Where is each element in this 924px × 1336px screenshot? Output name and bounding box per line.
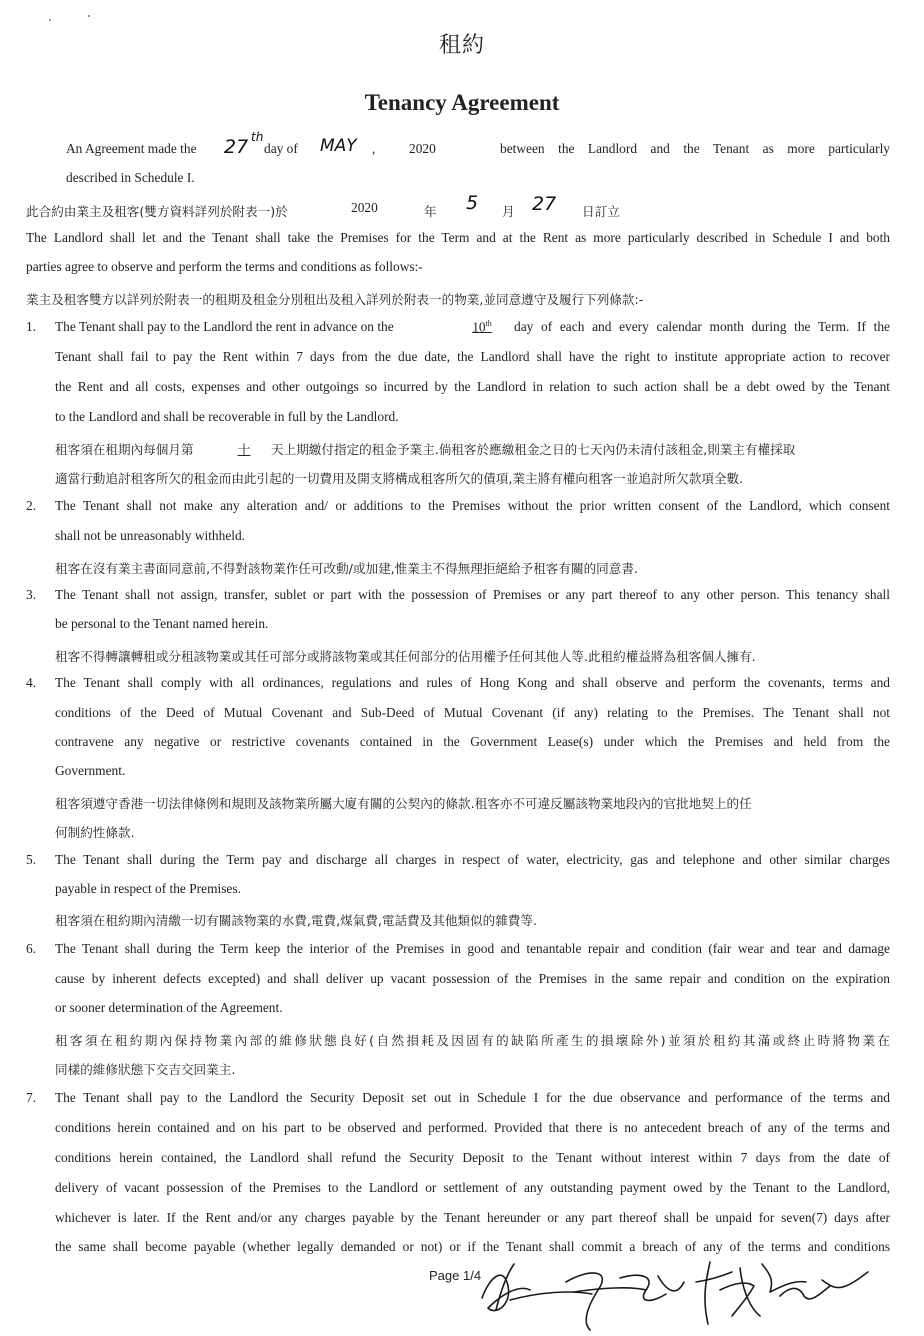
clause-number: 2.	[26, 498, 37, 513]
intro-year: 2020	[409, 141, 436, 156]
clause-text-chinese: 租客在沒有業主書面同意前,不得對該物業作任可改動/或加建,惟業主不得無理拒絕給予租客有關的同意書.	[55, 561, 638, 576]
clause-text: The Tenant shall not make any alteration and/ or additions to the Premises without the prior written consent of the Landlord, which consent	[55, 498, 890, 513]
clause-text: The Tenant shall pay to the Landlord the Security Deposit set out in Schedule I for the due observance and performance of the terms and	[55, 1090, 890, 1105]
intro-text: between the Landlord and the Tenant as more particularly	[500, 141, 890, 156]
intro-text: described in Schedule I.	[66, 170, 195, 185]
clause-text: Government.	[55, 763, 126, 778]
rent-due-day-field-chinese: 十	[237, 442, 251, 457]
handwritten-day: 27	[224, 136, 249, 158]
handwritten-month: MAY	[320, 136, 357, 156]
clause-text: The Tenant shall comply with all ordinances, regulations and rules of Hong Kong and shall observe and perform the covenants, terms and	[55, 675, 890, 690]
clause-text-chinese: 租客須在租期內每個月第	[55, 442, 194, 457]
handwritten-month-chinese: 5	[466, 192, 479, 214]
clause-text: shall not be unreasonably withheld.	[55, 528, 246, 543]
clause-number: 4.	[26, 675, 37, 690]
handwritten-signature-graphic	[470, 1246, 870, 1334]
year-char: 年	[424, 204, 437, 219]
clause-text: The Tenant shall during the Term keep the interior of the Premises in good and tenantable repair and condition (fair wear and tear and damage	[55, 941, 890, 956]
handwritten-day-suffix: th	[251, 130, 264, 144]
scan-speck	[88, 15, 90, 17]
clause-text: day of each and every calendar month during the Term. If the	[514, 319, 890, 334]
month-char: 月	[502, 204, 515, 219]
page-number: Page 1/4	[429, 1268, 482, 1283]
clause-text: conditions herein contained and on his part to be observed and performed. Provided that there is no antecedent breach of any of the terms and	[55, 1120, 890, 1135]
clause-number: 6.	[26, 941, 37, 956]
intro-year-chinese: 2020	[351, 200, 378, 215]
preamble-text: parties agree to observe and perform the terms and conditions as follows:-	[26, 259, 423, 274]
clause-text-chinese: 何制約性條款.	[55, 825, 135, 840]
clause-text-chinese: 租客須遵守香港一切法律條例和規則及該物業所屬大廈有關的公契內的條款.租客亦不可違反屬該物業地段內的官批地契上的任	[55, 796, 752, 811]
clause-text: or sooner determination of the Agreement.	[55, 1000, 283, 1015]
title-chinese: 租約	[438, 33, 485, 58]
intro-text-chinese: 此合約由業主及租客(雙方資料詳列於附表一)於	[26, 204, 288, 219]
rent-due-day-field: 10th	[472, 319, 492, 335]
clause-text-chinese: 租客不得轉讓轉租或分租該物業或其任可部分或將該物業或其任何部分的佔用權予任何其他人等.此租約權益將為租客個人擁有.	[55, 649, 756, 664]
clause-text: the same shall become payable (whether legally demanded or not) or if the Tenant shall commit a breach of any of the terms and conditions	[55, 1239, 890, 1254]
preamble-text-chinese: 業主及租客雙方以詳列於附表一的租期及租金分別租出及租入詳列於附表一的物業,並同意遵守及履行下列條款:-	[26, 292, 644, 307]
clause-text-chinese: 同樣的維修狀態下交吉交回業主.	[55, 1062, 236, 1077]
intro-comma: ,	[372, 141, 376, 156]
preamble-text: The Landlord shall let and the Tenant shall take the Premises for the Term and at the Rent as more particularly described in Schedule I and both	[26, 230, 890, 245]
scan-speck	[49, 19, 51, 21]
clause-number: 1.	[26, 319, 37, 334]
clause-text: conditions of the Deed of Mutual Covenant and Sub-Deed of Mutual Covenant (if any) relating to the Premises. The Tenant shall not	[55, 705, 890, 720]
clause-text: cause by inherent defects excepted) and shall deliver up vacant possession of the Premises in the same repair and condition on the expiration	[55, 971, 890, 986]
clause-number: 3.	[26, 587, 37, 602]
clause-text-chinese: 租客須在租約期內保持物業內部的維修狀態良好(自然損耗及因固有的缺陷所產生的損壞除外)並須於租約其滿或終止時將物業在	[55, 1033, 890, 1048]
handwritten-day-chinese: 27	[532, 193, 557, 215]
clause-text-chinese: 適當行動追討租客所欠的租金而由此引起的一切費用及開支將構成租客所欠的債項,業主將有權向租客一並追討所欠款項全數.	[55, 471, 744, 486]
clause-text: to the Landlord and shall be recoverable in full by the Landlord.	[55, 409, 399, 424]
clause-number: 7.	[26, 1090, 37, 1105]
clause-text: The Tenant shall pay to the Landlord the rent in advance on the	[55, 319, 394, 334]
title-english: Tenancy Agreement	[364, 90, 560, 115]
clause-text-chinese: 租客須在租約期內清繳一切有關該物業的水費,電費,煤氣費,電話費及其他類似的雜費等.	[55, 913, 537, 928]
clause-text: payable in respect of the Premises.	[55, 881, 241, 896]
intro-text: An Agreement made the	[66, 141, 197, 156]
clause-text-chinese: 天上期繳付指定的租金予業主.倘租客於應繳租金之日的七天內仍未清付該租金,則業主有權採取	[271, 442, 796, 457]
clause-text: Tenant shall fail to pay the Rent within 7 days from the due date, the Landlord shall have the right to institute appropriate action to recover	[55, 349, 890, 364]
clause-text: the Rent and all costs, expenses and other outgoings so incurred by the Landlord in relation to such action shall be a debt owed by the Tenant	[55, 379, 890, 394]
intro-text: day of	[264, 141, 298, 156]
clause-text: delivery of vacant possession of the Premises to the Landlord or settlement of any outstanding payment owed by the Tenant to the Landlord,	[55, 1180, 890, 1195]
clause-text: The Tenant shall during the Term pay and discharge all charges in respect of water, electricity, gas and telephone and other similar charges	[55, 852, 890, 867]
clause-text: The Tenant shall not assign, transfer, sublet or part with the possession of Premises or any part thereof to any other person. This tenancy shall	[55, 587, 890, 602]
clause-number: 5.	[26, 852, 37, 867]
clause-text: whichever is later. If the Rent and/or any charges payable by the Tenant hereunder or any part thereof shall be unpaid for seven(7) days after	[55, 1210, 890, 1225]
clause-text: conditions herein contained, the Landlord shall refund the Security Deposit to the Tenant without interest within 7 days from the date of	[55, 1150, 890, 1165]
day-text-chinese: 日訂立	[582, 204, 620, 219]
clause-text: contravene any negative or restrictive covenants contained in the Government Lease(s) under which the Premises and held from the	[55, 734, 890, 749]
clause-text: be personal to the Tenant named herein.	[55, 616, 269, 631]
